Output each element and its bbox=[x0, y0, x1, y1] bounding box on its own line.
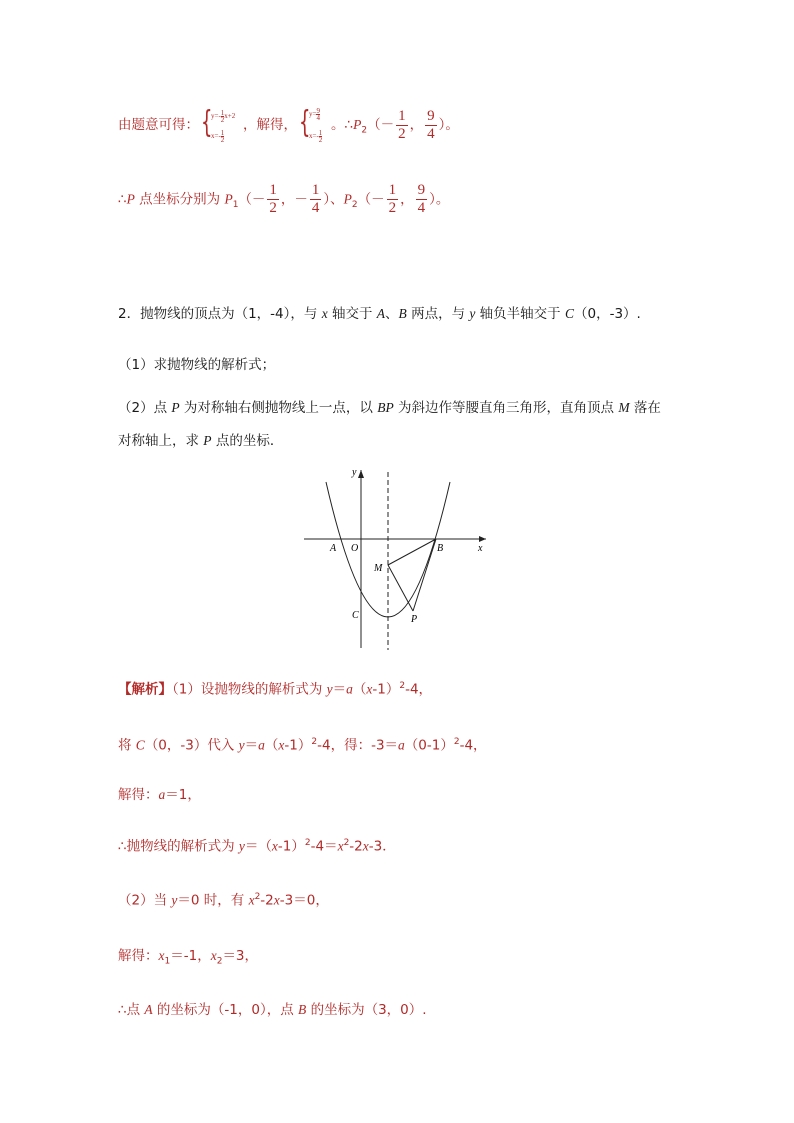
solution-line-p-coords bbox=[118, 182, 449, 217]
label-B: B bbox=[437, 543, 444, 554]
point-P: P bbox=[126, 191, 135, 207]
text: （2）点 bbox=[118, 400, 172, 416]
separator: ，－ bbox=[280, 191, 308, 208]
point-P: P bbox=[171, 400, 180, 415]
text: （0，-3）. bbox=[573, 306, 641, 322]
solution-line-5 bbox=[118, 892, 329, 909]
var: y bbox=[238, 838, 245, 854]
superscript: 2 bbox=[311, 737, 318, 747]
text: ＝（ bbox=[244, 838, 272, 855]
var-y: y bbox=[469, 306, 476, 321]
brace-symbol: { bbox=[201, 105, 213, 140]
text: 两点，与 bbox=[406, 306, 470, 322]
text: （ bbox=[264, 737, 279, 754]
fraction: $\frac{1}{4}$ bbox=[311, 182, 320, 216]
segment-MP bbox=[388, 565, 413, 611]
var: a bbox=[398, 737, 405, 753]
subscript: 1 bbox=[164, 956, 171, 967]
text: ＝ bbox=[244, 737, 259, 754]
text: ＝1， bbox=[165, 787, 201, 803]
brace-symbol: { bbox=[299, 105, 311, 140]
text: -4，得：-3＝ bbox=[317, 737, 399, 754]
sys1-eq2: x=- $\frac{1}{2}$ bbox=[211, 129, 225, 144]
fraction: $\frac{1}{2}$ bbox=[388, 182, 397, 216]
sys1-eq1: y=- $\frac{1}{2}$ x+2 bbox=[211, 109, 236, 124]
parabola-figure bbox=[298, 462, 498, 652]
text: 对称轴上，求 bbox=[118, 433, 204, 449]
text: 、 bbox=[385, 306, 399, 322]
text: -2 bbox=[349, 838, 363, 855]
label-C: C bbox=[352, 610, 359, 621]
text: ＝3， bbox=[222, 948, 259, 964]
text: ＝ bbox=[332, 681, 347, 698]
text: 为对称轴右侧抛物线上一点，以 bbox=[179, 400, 378, 416]
var: x bbox=[271, 838, 278, 854]
text: 为斜边作等腰直角三角形，直角顶点 bbox=[393, 400, 619, 416]
var-x: x bbox=[321, 306, 328, 321]
point-A: A bbox=[144, 1002, 153, 1017]
subscript: 2 bbox=[351, 200, 358, 211]
text: -1） bbox=[372, 681, 400, 698]
superscript: 2 bbox=[399, 681, 406, 691]
point-C: C bbox=[135, 737, 145, 753]
var: a bbox=[346, 681, 353, 697]
text: 落在 bbox=[629, 400, 661, 416]
subscript: 2 bbox=[216, 956, 223, 967]
label-A: A bbox=[330, 543, 337, 554]
comma: ， bbox=[400, 191, 414, 208]
therefore-text: 。∴ bbox=[331, 117, 354, 133]
var: a bbox=[258, 737, 265, 753]
point-C: C bbox=[564, 306, 574, 321]
var: x bbox=[366, 681, 373, 697]
text: 将 bbox=[118, 737, 136, 754]
text: （0-1） bbox=[404, 737, 454, 754]
comma: ， bbox=[409, 117, 424, 133]
fraction: $\frac{9}{4}$ bbox=[417, 182, 426, 216]
point-A: A bbox=[376, 306, 386, 321]
text: -1） bbox=[277, 838, 305, 855]
y-axis-arrow-icon bbox=[358, 470, 364, 478]
label-P: P bbox=[411, 614, 418, 625]
subscript: 1 bbox=[232, 200, 239, 211]
text: （1）设抛物线的解析式为 bbox=[172, 681, 327, 698]
fraction: $\frac{1}{2}$ bbox=[398, 107, 406, 142]
var: a bbox=[158, 787, 166, 802]
superscript: 2 bbox=[343, 838, 350, 848]
text: -3． bbox=[368, 838, 396, 855]
var: y bbox=[238, 737, 245, 753]
solution-line-4 bbox=[118, 838, 396, 855]
text: （0，-3）代入 bbox=[144, 737, 239, 754]
paren-open: （－ bbox=[367, 117, 395, 133]
paren-open: （－ bbox=[357, 191, 385, 208]
solution-line-3 bbox=[118, 787, 201, 803]
solution-line-7 bbox=[118, 1002, 427, 1018]
segment-BP: BP bbox=[377, 400, 394, 415]
text: （2）当 bbox=[118, 892, 172, 909]
subscript: 2 bbox=[361, 125, 368, 136]
text: -4， bbox=[459, 737, 487, 754]
paren-open: （－ bbox=[238, 191, 266, 208]
text: 2．抛物线的顶点为（1，-4），与 bbox=[118, 306, 322, 322]
text: ＝-1， bbox=[170, 948, 211, 964]
label-x: x bbox=[478, 543, 483, 554]
therefore-symbol: ∴ bbox=[118, 191, 127, 208]
equation-system-2 bbox=[299, 104, 329, 146]
var: x bbox=[278, 737, 285, 753]
analysis-tag: 【解析】 bbox=[118, 681, 172, 698]
var: y bbox=[171, 892, 178, 908]
sys2-eq2: x=- $\frac{1}{2}$ bbox=[309, 129, 323, 144]
text: -3＝0， bbox=[279, 892, 329, 909]
var: x bbox=[210, 948, 217, 963]
point-B: B bbox=[298, 1002, 307, 1017]
text: 点坐标分别为 bbox=[134, 191, 225, 208]
text: 解得： bbox=[118, 787, 159, 803]
paren-close: ）、 bbox=[323, 191, 344, 208]
paren-close: ）。 bbox=[429, 191, 450, 208]
text: -4， bbox=[405, 681, 433, 698]
point-P: P bbox=[203, 433, 212, 448]
fraction: $\frac{9}{4}$ bbox=[427, 107, 435, 142]
text: 解得： bbox=[118, 948, 159, 964]
paren-close: ）。 bbox=[438, 117, 459, 133]
x-axis-arrow-icon bbox=[479, 536, 486, 542]
text: （ bbox=[352, 681, 367, 698]
sys2-eq1: y= $\frac{9}{4}$ bbox=[309, 107, 320, 122]
superscript: 2 bbox=[453, 737, 460, 747]
text-prefix: 由题意可得： bbox=[118, 117, 199, 133]
solution-line-6 bbox=[118, 948, 258, 967]
point-P2: P bbox=[343, 191, 352, 207]
superscript: 2 bbox=[304, 838, 311, 848]
label-M: M bbox=[374, 563, 383, 574]
solution-line-system bbox=[118, 104, 459, 146]
label-O: O bbox=[351, 543, 359, 554]
superscript: 2 bbox=[254, 892, 261, 902]
fraction: $\frac{1}{2}$ bbox=[269, 182, 277, 216]
text: 的坐标为（-1，0），点 bbox=[152, 1002, 299, 1018]
text: ∴点 bbox=[118, 1002, 145, 1018]
var: x bbox=[158, 948, 165, 963]
text: 的坐标为（3，0）. bbox=[306, 1002, 427, 1018]
var: y bbox=[326, 681, 333, 697]
text: ∴抛物线的解析式为 bbox=[118, 838, 239, 855]
question-2-part-2-cont bbox=[118, 433, 283, 449]
question-2-part-2 bbox=[118, 400, 661, 416]
text: 轴负半轴交于 bbox=[475, 306, 565, 322]
var: x bbox=[248, 892, 255, 908]
solution-line-2 bbox=[118, 737, 487, 754]
var: x bbox=[362, 838, 369, 854]
text: 点的坐标． bbox=[211, 433, 284, 449]
point-P: P bbox=[353, 117, 362, 132]
label-y: y bbox=[352, 467, 357, 478]
point-P1: P bbox=[224, 191, 233, 207]
var: x bbox=[273, 892, 280, 908]
point-B: B bbox=[398, 306, 407, 321]
text-mid: ，解得， bbox=[243, 117, 297, 133]
text: -2 bbox=[260, 892, 274, 909]
text: -1） bbox=[284, 737, 312, 754]
text: 轴交于 bbox=[327, 306, 377, 322]
var: x bbox=[337, 838, 344, 854]
text: ＝0 时，有 bbox=[177, 892, 249, 909]
solution-line-1 bbox=[118, 681, 432, 698]
point-M: M bbox=[618, 400, 630, 415]
question-2 bbox=[118, 306, 641, 322]
text: -4＝ bbox=[310, 838, 338, 855]
question-2-part-1: （1）求抛物线的解析式； bbox=[118, 357, 276, 373]
equation-system-1 bbox=[201, 104, 241, 146]
